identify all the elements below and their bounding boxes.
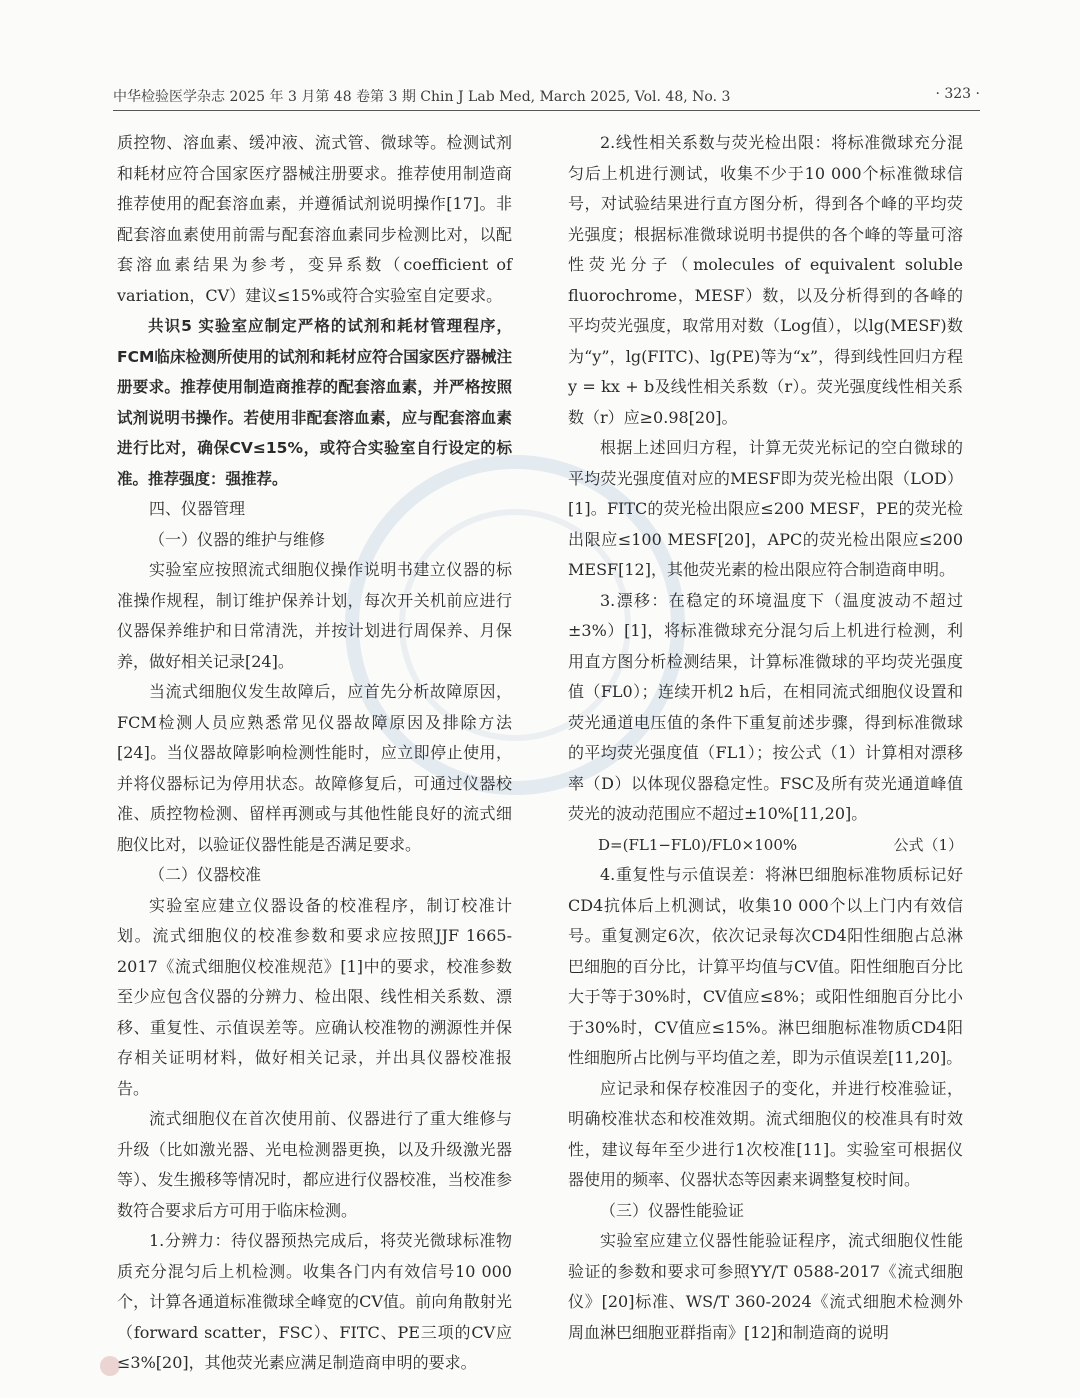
paragraph: 3.漂移：在稳定的环境温度下（温度波动不超过±3%）[1]，将标准微球充分混匀后上机进行检测，利用直方图分析检测结果，计算标准微球的平均荧光强度值（FL0）；连续开机2 h后，在相同流式细胞仪设置和荧光通道电压值的条件下重复前述步骤，得到标准微球的平均荧光强度值（FL1）；按公式（1）计算相对漂移率（D）以体现仪器稳定性。FSC及所有荧光通道峰值荧光的波动范围应不超过±10%[11,20]。 <box>568 590 963 823</box>
left-column <box>117 128 512 1379</box>
paragraph: 实验室应建立仪器设备的校准程序，制订校准计划。流式细胞仪的校准参数和要求应按照JJF 1665-2017《流式细胞仪校准规范》[1]中的要求，校准参数至少应包含仪器的分辨力、检出限、线性相关系数、漂移、重复性、示值误差等。应确认校准物的溯源性并保存相关证明材料，做好相关记录，并出具仪器校准报告。 <box>117 895 512 1098</box>
paragraph: 实验室应按照流式细胞仪操作说明书建立仪器的标准操作规程，制订维护保养计划，每次开关机前应进行仪器保养维护和日常清洗，并按计划进行周保养、月保养，做好相关记录[24]。 <box>117 560 512 671</box>
section-heading: 四、仪器管理 <box>149 499 246 518</box>
paragraph: 质控物、溶血素、缓冲液、流式管、微球等。检测试剂和耗材应符合国家医疗器械注册要求。推荐使用制造商推荐使用的配套溶血素，并遵循试剂说明操作[17]。非配套溶血素使用前需与配套溶血素同步检测比对，以配套溶血素结果为参考，变异系数（coefficient of variation，CV）建议≤15%或符合实验室自定要求。 <box>117 133 512 305</box>
formula <box>568 830 963 861</box>
paragraph: 流式细胞仪在首次使用前、仪器进行了重大维修与升级（比如激光器、光电检测器更换，以及升级激光器等）、发生搬移等情况时，都应进行仪器校准，当校准参数符合要求后方可用于临床检测。 <box>117 1109 512 1220</box>
subsection-heading: （二）仪器校准 <box>149 865 262 884</box>
subsection-heading: （一）仪器的维护与维修 <box>149 529 326 549</box>
right-column <box>568 128 963 1348</box>
publisher-logo-icon <box>100 1356 120 1376</box>
header-rule <box>113 110 980 111</box>
paragraph: 应记录和保存校准因子的变化，并进行校准验证，明确校准状态和校准效期。流式细胞仪的校准具有时效性，建议每年至少进行1次校准[11]。实验室可根据仪器使用的频率、仪器状态等因素来调整复校时间。 <box>568 1078 963 1189</box>
page-number: · 323 · <box>935 86 980 102</box>
paragraph: 2.线性相关系数与荧光检出限：将标准微球充分混匀后上机进行测试，收集不少于10 000个标准微球信号，对试验结果进行直方图分析，得到各个峰的平均荧光强度；根据标准微球说明书提供的各个峰的等量可溶性荧光分子（molecules of equivalent soluble fluorochrome，MESF）数，以及分析得到的各峰的平均荧光强度，取常用对数（Log值），以lg(MESF)数为“y”，lg(FITC)、lg(PE)等为“x”，得到线性回归方程y = kx + b及线性相关系数（r）。荧光强度线性相关系数（r）应≥0.98[20]。 <box>568 133 963 427</box>
paragraph: 4.重复性与示值误差：将淋巴细胞标准物质标记好CD4抗体后上机测试，收集10 000个以上门内有效信号。重复测定6次，依次记录每次CD4阳性细胞占总淋巴细胞的百分比，计算平均值与CV值。阳性细胞百分比大于等于30%时，CV值应≤8%；或阳性细胞百分比小于30%时，CV值应≤15%。淋巴细胞标准物质CD4阳性细胞所占比例与平均值之差，即为示值误差[11,20]。 <box>568 865 963 1067</box>
paragraph: 实验室应建立仪器性能验证程序，流式细胞仪性能验证的参数和要求可参照YY/T 0588-2017《流式细胞仪》[20]标准、WS/T 360-2024《流式细胞术检测外周血淋巴细胞亚群指南》[12]和制造商的说明 <box>568 1231 963 1342</box>
consensus-box: 共识5 实验室应制定严格的试剂和耗材管理程序，FCM临床检测所使用的试剂和耗材应符合国家医疗器械注册要求。推荐使用制造商推荐的配套溶血素，并严格按照试剂说明书操作。若使用非配套溶血素，应与配套溶血素进行比对，确保CV≤15%，或符合实验室自行设定的标准。推荐强度：强推荐。 <box>117 317 512 488</box>
running-header <box>113 86 980 110</box>
paragraph: 1.分辨力：待仪器预热完成后，将荧光微球标准物质充分混匀后上机检测。收集各门内有效信号10 000个，计算各通道标准微球全峰宽的CV值。前向角散射光（forward scatter，FSC）、FITC、PE三项的CV应≤3%[20]，其他荧光素应满足制造商申明的要求。 <box>117 1231 512 1372</box>
formula-expression: D=(FL1−FL0)/FL0×100% <box>598 835 798 854</box>
paragraph: 当流式细胞仪发生故障后，应首先分析故障原因，FCM检测人员应熟悉常见仪器故障原因及排除方法[24]。当仪器故障影响检测性能时，应立即停止使用，并将仪器标记为停用状态。故障修复后，可通过仪器校准、质控物检测、留样再测或与其他性能良好的流式细胞仪比对，以验证仪器性能是否满足要求。 <box>117 682 512 854</box>
formula-label: 公式（1） <box>893 835 963 854</box>
journal-citation: 中华检验医学杂志 2025 年 3 月第 48 卷第 3 期 Chin J Lab Med, March 2025, Vol. 48, No. 3 <box>113 89 731 105</box>
paragraph: 根据上述回归方程，计算无荧光标记的空白微球的平均荧光强度值对应的MESF即为荧光检出限（LOD）[1]。FITC的荧光检出限应≤200 MESF，PE的荧光检出限应≤100 MESF[20]，APC的荧光检出限应≤200 MESF[12]，其他荧光素的检出限应符合制造商申明。 <box>568 438 963 579</box>
subsection-heading: （三）仪器性能验证 <box>600 1200 745 1220</box>
